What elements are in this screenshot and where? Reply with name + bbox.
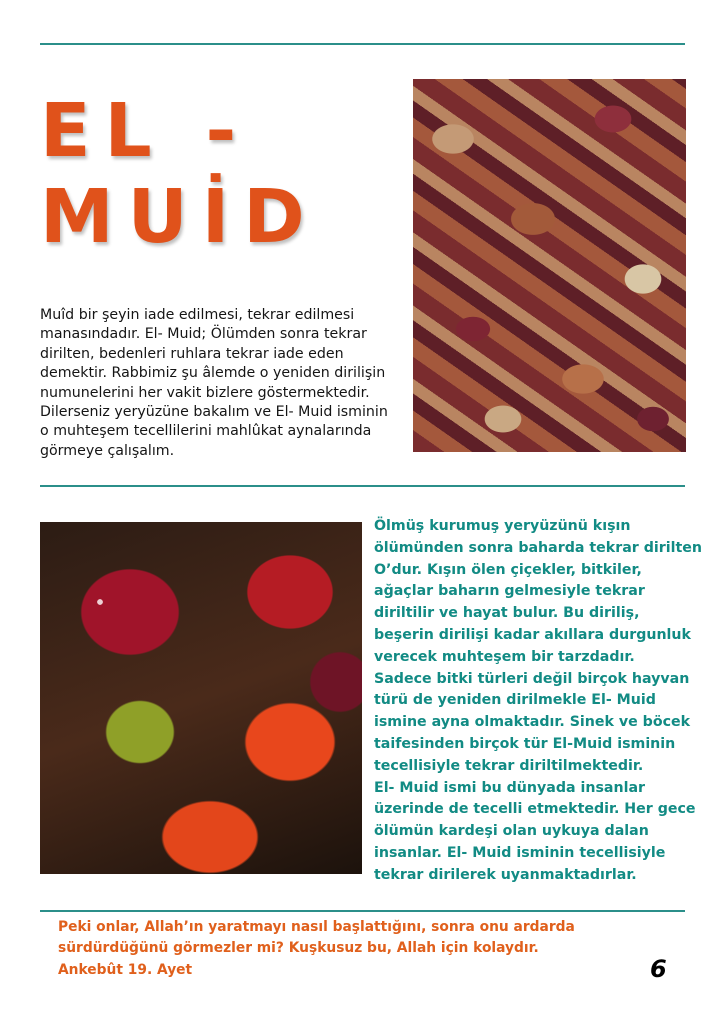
middle-divider xyxy=(40,485,685,487)
body-paragraph-3: El- Muid ismi bu dünyada insanlar üzerinde de tecelli etmektedir. Her gece ölümün kardeşi olan uykuya dalan insanlar. El- Muid isminin tecellisiyle tekrar dirilerek uyanmaktadırlar. xyxy=(374,779,696,883)
body-paragraph-2: Sadece bitki türleri değil birçok hayvan türü de yeniden dirilmekle El- Muid ismine ayna olmaktadır. Sinek ve böcek taifesinden birçok tür El-Muid isminin tecellisiyle tekrar diriltilmektedir. xyxy=(374,670,691,774)
page-title xyxy=(40,88,380,260)
bottom-divider xyxy=(40,910,685,912)
top-divider xyxy=(40,43,685,45)
title-line-1: EL - xyxy=(40,88,251,174)
body-paragraph-1: Ölmüş kurumuş yeryüzünü kışın ölümünden sonra baharda tekrar dirilten O’dur. Kışın ölen çiçekler, bitkiler, ağaçlar baharın gelmesiyle tekrar diriltilir ve hayat bulur. Bu diriliş, beşerin dirilişi kadar akıllara durgunluk verecek muhteşem bir tarzdadır. xyxy=(374,518,702,665)
intro-paragraph: Muîd bir şeyin iade edilmesi, tekrar edilmesi manasındadır. El- Muid; Ölümden sonra tekrar dirilten, bedenleri ruhlara tekrar iade eden demektir. Rabbimiz şu âlemde o yeniden dirilişin numunelerini her vakit bizlere göstermektedir. Dilerseniz yeryüzüne bakalım ve El- Muid isminin o muhteşem tecellilerini mahlûkat aynalarında görmeye çalışalım. xyxy=(40,307,388,459)
dry-leaves-image xyxy=(413,79,686,452)
verse-quote: Peki onlar, Allah’ın yaratmayı nasıl başlattığını, sonra onu ardarda sürdürdüğünü görmezler mi? Kuşkusuz bu, Allah için kolaydır. xyxy=(58,919,575,956)
verse-source: Ankebût 19. Ayet xyxy=(58,962,193,978)
maple-leaves-image xyxy=(40,522,362,874)
page-number: 6 xyxy=(650,955,667,983)
title-line-2: MUİD xyxy=(40,174,319,260)
body-text xyxy=(374,516,704,887)
